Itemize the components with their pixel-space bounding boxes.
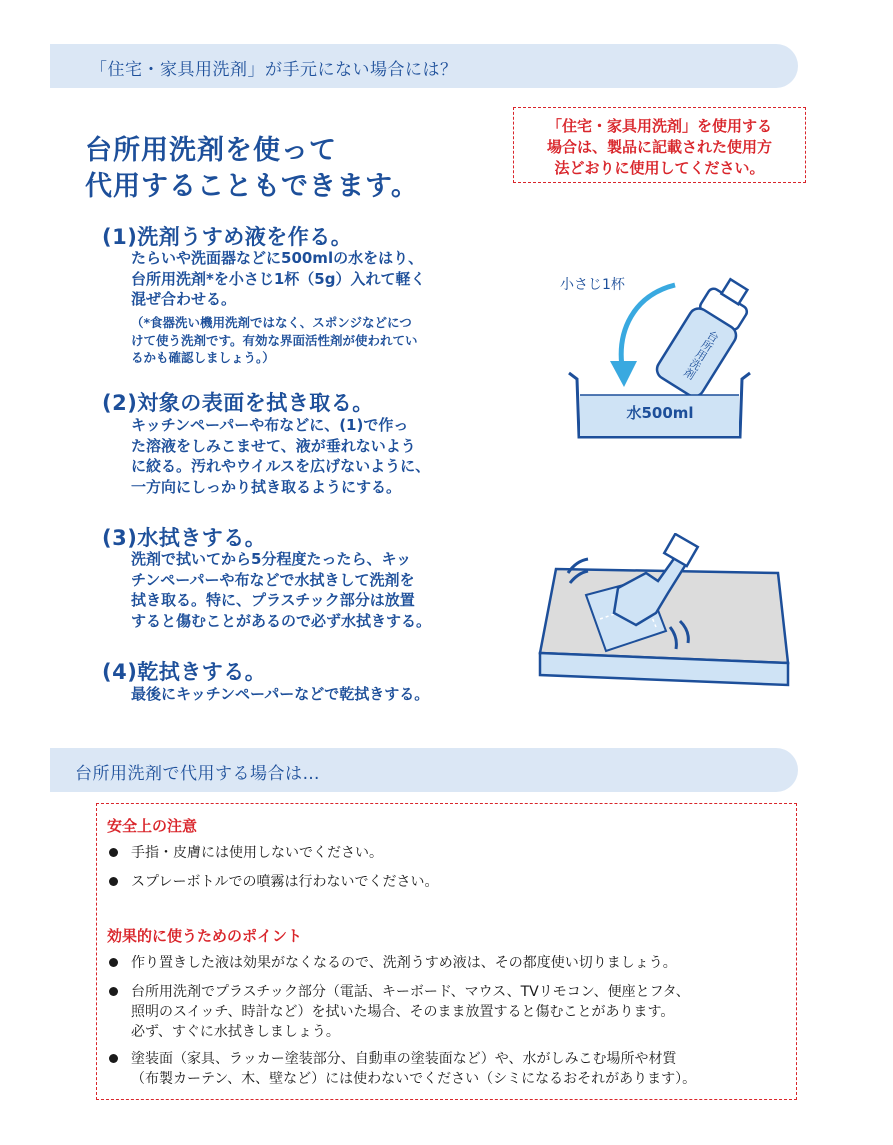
tip-line: 照明のスイッチ、時計など）を拭いた場合、そのまま放置すると傷むことがあります。: [131, 1004, 675, 1020]
note-line: 法どおりに使用してください。: [554, 159, 765, 177]
step-note-line: （*食器洗い機用洗剤ではなく、スポンジなどにつ: [131, 315, 412, 330]
tip-line: 必ず、すぐに水拭きしましょう。: [131, 1024, 340, 1040]
section-banner-bottom: [50, 748, 798, 792]
banner-top-text: 「住宅・家具用洗剤」が手元にない場合には？: [90, 60, 458, 80]
dilution-illustration: [555, 255, 800, 450]
safety-item: スプレーボトルでの噴霧は行わないでください。: [107, 872, 438, 892]
basin-label: 水500ml: [626, 404, 694, 422]
usage-note-box: [513, 107, 806, 183]
tip-line: 塗装面（家具、ラッカー塗装部分、自動車の塗装面など）や、水がしみこむ場所や材質: [131, 1051, 677, 1067]
step-4-body: [131, 684, 429, 705]
spoon-label: 小さじ1杯: [560, 277, 625, 293]
step-line: キッチンペーパーや布などに、(1)で作っ: [131, 416, 409, 434]
tip-line: 台所用洗剤でプラスチック部分（電話、キーボード、マウス、TVリモコン、便座とフタ、: [131, 984, 690, 1000]
step-line: 混ぜ合わせる。: [131, 290, 237, 308]
headline-line: 代用することもできます。: [85, 171, 419, 202]
step-line: 拭き取る。特に、プラスチック部分は放置: [131, 591, 415, 609]
section-banner-top: [50, 44, 798, 88]
tips-title: 効果的に使うためのポイント: [107, 927, 303, 945]
safety-item: 手指・皮膚には使用しないでください。: [107, 843, 383, 863]
step-2-title: (2)対象の表面を拭き取る。: [102, 391, 374, 415]
headline: [85, 133, 419, 205]
note-line: 「住宅・家具用洗剤」を使用する: [546, 117, 772, 135]
step-line: 台所用洗剤*を小さじ1杯（5g）入れて軽く: [131, 269, 426, 288]
banner-bottom-text: 台所用洗剤で代用する場合は…: [75, 764, 320, 784]
step-1-note: [131, 314, 418, 367]
tip-item: [107, 982, 690, 1042]
step-line: チンペーパーや布などで水拭きして洗剤を: [131, 570, 415, 589]
tip-line: （布製カーテン、木、壁など）には使わないでください（シミになるおそれがあります）。: [131, 1071, 697, 1087]
note-line: 場合は、製品に記載された使用方: [546, 138, 772, 156]
step-line: に絞る。汚れやウイルスを広げないように、: [131, 457, 431, 475]
tip-line: 作り置きした液は効果がなくなるので、洗剤うすめ液は、その都度使い切りましょう。: [131, 955, 677, 971]
step-3-body: [131, 549, 431, 631]
step-4-title: (4)乾拭きする。: [102, 660, 267, 684]
tip-item: [107, 953, 677, 973]
step-line: たらいや洗面器などに500mlの水をはり、: [131, 249, 424, 267]
bottle-label: 台所用洗剤: [680, 327, 722, 382]
step-note-line: けて使う洗剤です。有効な界面活性剤が使われてい: [131, 332, 418, 348]
safety-title: 安全上の注意: [107, 817, 198, 835]
arrow-head-icon: [610, 361, 637, 387]
step-1-body: [131, 248, 425, 310]
step-3-title: (3)水拭きする。: [102, 526, 267, 550]
step-note-line: るかも確認しましょう。）: [131, 350, 275, 365]
detergent-bottle-icon: [653, 271, 761, 400]
wiping-illustration: [528, 533, 798, 693]
step-line: 洗剤で拭いてから5分程度たったら、キッ: [131, 550, 412, 568]
step-line: 一方向にしっかり拭き取るようにする。: [131, 477, 402, 496]
step-2-body: [131, 415, 430, 497]
step-line: た溶液をしみこませて、液が垂れないよう: [131, 436, 416, 455]
headline-line: 台所用洗剤を使って: [85, 135, 337, 166]
step-1-title: (1)洗剤うすめ液を作る。: [102, 225, 353, 249]
step-line: すると傷むことがあるので必ず水拭きする。: [131, 611, 432, 630]
step-line: 最後にキッチンペーパーなどで乾拭きする。: [131, 685, 430, 703]
tip-item: [107, 1049, 696, 1089]
